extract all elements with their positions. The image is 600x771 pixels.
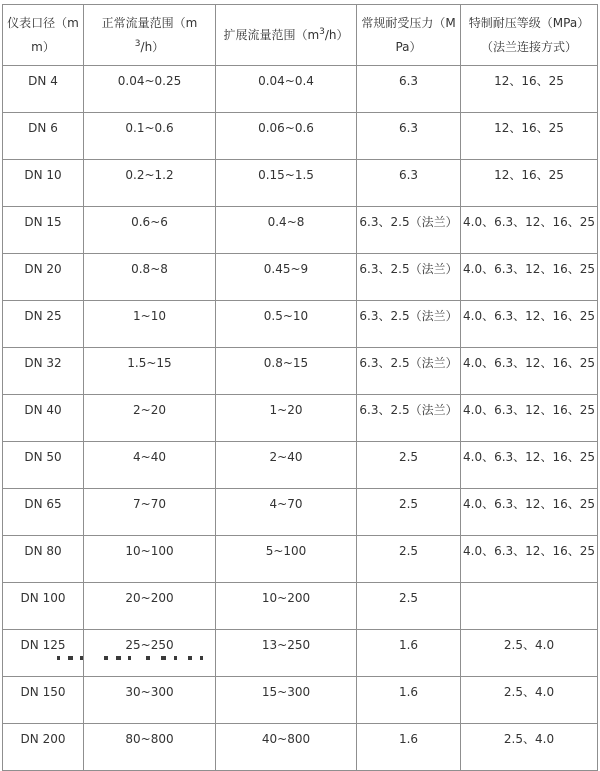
table-cell: 25~250 [84,630,216,677]
column-header-3 [216,5,357,66]
table-cell: 20~200 [84,583,216,630]
table-row-dn-6 [3,113,598,160]
table-cell: 0.15~1.5 [216,160,357,207]
table-cell: DN 25 [3,301,84,348]
table-cell: 30~300 [84,677,216,724]
header-row [3,5,598,66]
header-text: 仪表口径（mm） [7,16,79,54]
table-cell: DN 65 [3,489,84,536]
table-cell: DN 150 [3,677,84,724]
header-text: 常规耐受压力（MPa） [361,16,456,54]
table-cell: 1.6 [357,677,461,724]
clipped-character-stroke [80,656,83,660]
table-cell: 4.0、6.3、12、16、25 [461,301,598,348]
table-cell: 2~20 [84,395,216,442]
table-row-dn-4 [3,66,598,113]
table-cell: 4.0、6.3、12、16、25 [461,536,598,583]
table-cell: 6.3、2.5（法兰） [357,395,461,442]
table-row-dn-20 [3,254,598,301]
table-cell: 0.1~0.6 [84,113,216,160]
table-row-dn-200 [3,724,598,771]
table-cell: 2.5 [357,536,461,583]
table-row-dn-150 [3,677,598,724]
table-row-dn-80 [3,536,598,583]
table-cell: 2~40 [216,442,357,489]
table-cell: DN 40 [3,395,84,442]
table-cell: DN 15 [3,207,84,254]
table-cell: 2.5、4.0 [461,677,598,724]
table-cell: 6.3、2.5（法兰） [357,254,461,301]
table-cell: 1.5~15 [84,348,216,395]
table-row-dn-40 [3,395,598,442]
table-cell: 2.5、4.0 [461,724,598,771]
table-cell: 12、16、25 [461,66,598,113]
column-header-4 [357,5,461,66]
table-row-dn-15 [3,207,598,254]
table-cell: 2.5 [357,489,461,536]
table-header [3,5,598,66]
table-cell: DN 125 [3,630,84,677]
table-cell: 0.5~10 [216,301,357,348]
table-cell: DN 100 [3,583,84,630]
table-cell: 4.0、6.3、12、16、25 [461,395,598,442]
table-cell: 80~800 [84,724,216,771]
table-cell: 4~40 [84,442,216,489]
table-cell: 13~250 [216,630,357,677]
table-cell: 6.3、2.5（法兰） [357,207,461,254]
header-text: 特制耐压等级（MPa）（法兰连接方式） [468,16,590,54]
cutoff-text-fragment [0,651,600,660]
table-cell: 6.3 [357,160,461,207]
table-cell [461,583,598,630]
table-cell: DN 4 [3,66,84,113]
header-text: /h） [324,28,349,42]
clipped-character-stroke [200,656,203,660]
table-cell: 12、16、25 [461,113,598,160]
table-cell: DN 20 [3,254,84,301]
table-row-dn-100 [3,583,598,630]
table-row-dn-65 [3,489,598,536]
table-cell: 4.0、6.3、12、16、25 [461,348,598,395]
table-cell: DN 50 [3,442,84,489]
table-cell: 10~100 [84,536,216,583]
column-header-5 [461,5,598,66]
table-row-dn-50 [3,442,598,489]
table-cell: 15~300 [216,677,357,724]
table-cell: 4~70 [216,489,357,536]
header-text: /h） [140,40,165,54]
table-cell: DN 6 [3,113,84,160]
table-cell: DN 32 [3,348,84,395]
table-cell: 40~800 [216,724,357,771]
clipped-character-stroke [57,656,60,660]
table-cell: 1~10 [84,301,216,348]
table-cell: DN 80 [3,536,84,583]
table-cell: 10~200 [216,583,357,630]
header-text: 扩展流量范围（m [223,28,320,42]
table-cell: 0.04~0.4 [216,66,357,113]
table-cell: 12、16、25 [461,160,598,207]
table-cell: 2.5 [357,583,461,630]
table-cell: DN 10 [3,160,84,207]
table-cell: 4.0、6.3、12、16、25 [461,207,598,254]
clipped-character-stroke [128,656,131,660]
table-cell: 0.2~1.2 [84,160,216,207]
table-cell: 6.3、2.5（法兰） [357,301,461,348]
column-header-2 [84,5,216,66]
superscript: 3 [134,39,141,49]
table-cell: 1.6 [357,724,461,771]
table-cell: 5~100 [216,536,357,583]
table-row-dn-10 [3,160,598,207]
table-cell: 0.8~8 [84,254,216,301]
table-cell: DN 200 [3,724,84,771]
table-cell: 0.04~0.25 [84,66,216,113]
table-body [3,66,598,771]
column-header-1 [3,5,84,66]
table-cell: 0.8~15 [216,348,357,395]
table-cell: 4.0、6.3、12、16、25 [461,489,598,536]
table-cell: 0.06~0.6 [216,113,357,160]
table-cell: 6.3 [357,66,461,113]
clipped-character-stroke [174,656,177,660]
table-cell: 4.0、6.3、12、16、25 [461,254,598,301]
table-cell: 2.5、4.0 [461,630,598,677]
header-text: 正常流量范围（m [101,16,198,30]
table-cell: 2.5 [357,442,461,489]
table-cell: 0.4~8 [216,207,357,254]
table-cell: 0.45~9 [216,254,357,301]
table-row-dn-25 [3,301,598,348]
clipped-character-stroke [104,656,108,660]
clipped-character-stroke [188,656,192,660]
clipped-character-stroke [68,656,73,660]
table-cell: 6.3 [357,113,461,160]
table-cell: 7~70 [84,489,216,536]
table-cell: 1~20 [216,395,357,442]
table-row-dn-32 [3,348,598,395]
table-cell: 1.6 [357,630,461,677]
table-cell: 4.0、6.3、12、16、25 [461,442,598,489]
clipped-character-stroke [161,656,166,660]
table-cell: 0.6~6 [84,207,216,254]
superscript: 3 [319,27,325,37]
table-cell: 6.3、2.5（法兰） [357,348,461,395]
clipped-character-stroke [146,656,150,660]
clipped-character-stroke [116,656,121,660]
